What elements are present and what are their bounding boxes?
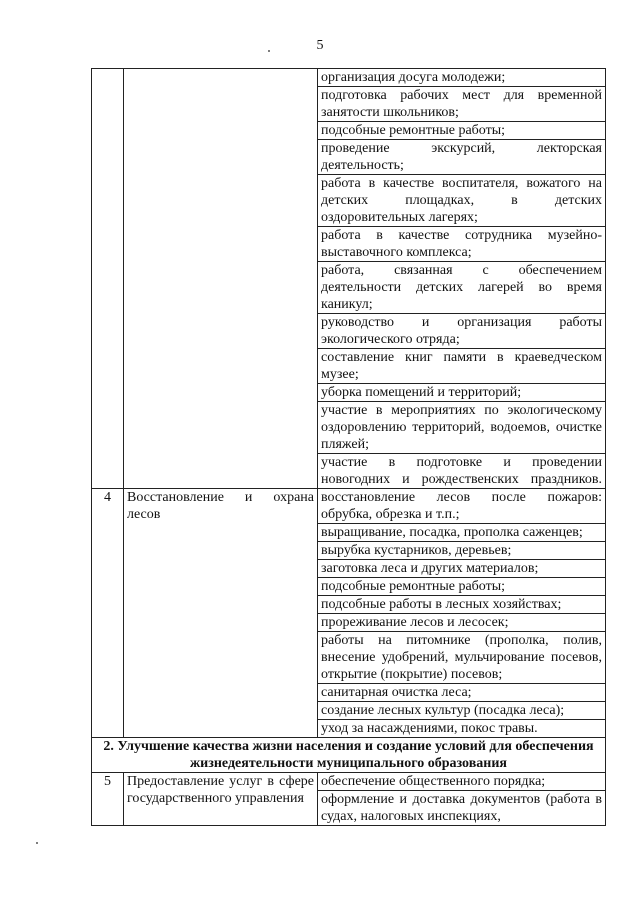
work-item: руководство и организация работы экологического отряда;: [318, 314, 606, 349]
work-item: подготовка рабочих мест для временной занятости школьников;: [318, 87, 606, 122]
work-item: проведение экскурсий, лекторская деятельность;: [318, 140, 606, 175]
work-item: уборка помещений и территорий;: [318, 384, 606, 402]
work-item: оформление и доставка документов (работа в судах, налоговых инспекциях,: [318, 791, 606, 826]
works-table-body: [92, 69, 606, 826]
work-item: работа в качестве воспитателя, вожатого на детских площадках, в детских оздоровительных лагерях;: [318, 175, 606, 227]
page-number: 5: [316, 38, 324, 53]
works-table: [91, 68, 606, 826]
work-item: подсобные ремонтные работы;: [318, 578, 606, 596]
work-item: работа, связанная с обеспечением деятельности детских лагерей во время каникул;: [318, 262, 606, 314]
work-item: выращивание, посадка, прополка саженцев;: [318, 524, 606, 542]
continuation-number-cell: [92, 69, 124, 489]
table-row: [92, 489, 606, 524]
work-item: подсобные ремонтные работы;: [318, 122, 606, 140]
work-item: работа в качестве сотрудника музейно-выставочного комплекса;: [318, 227, 606, 262]
work-item: организация досуга молодежи;: [318, 69, 606, 87]
section-header-row: [92, 738, 606, 773]
work-item: заготовка леса и других материалов;: [318, 560, 606, 578]
scan-speck: [268, 50, 270, 52]
row4-number-cell: 4: [92, 489, 124, 738]
table-row: [92, 69, 606, 87]
work-item: вырубка кустарников, деревьев;: [318, 542, 606, 560]
scan-speck: [36, 842, 38, 844]
work-item: обеспечение общественного порядка;: [318, 773, 606, 791]
work-item: составление книг памяти в краеведческом музее;: [318, 349, 606, 384]
work-item: участие в мероприятиях по экологическому оздоровлению территорий, водоемов, очистке пляжей;: [318, 402, 606, 454]
row4-area-cell: Восстановление и охрана лесов: [124, 489, 318, 738]
row5-number-cell: 5: [92, 773, 124, 826]
work-item: прореживание лесов и лесосек;: [318, 614, 606, 632]
work-item: уход за насаждениями, покос травы.: [318, 720, 606, 738]
work-item: подсобные работы в лесных хозяйствах;: [318, 596, 606, 614]
work-item: восстановление лесов после пожаров: обрубка, обрезка и т.п.;: [318, 489, 606, 524]
work-item: работы на питомнике (прополка, полив, внесение удобрений, мульчирование посевов, открытие (покрытие) посевов;: [318, 632, 606, 684]
continuation-area-cell: [124, 69, 318, 489]
section-2-title: 2. Улучшение качества жизни населения и создание условий для обеспечения жизнедеятельности муниципального образования: [92, 738, 606, 773]
table-row: [92, 773, 606, 791]
work-item: создание лесных культур (посадка леса);: [318, 702, 606, 720]
row5-area-cell: Предоставление услуг в сфере государственного управления: [124, 773, 318, 826]
work-item: участие в подготовке и проведении новогодних и рождественских праздников.: [318, 454, 606, 489]
work-item: санитарная очистка леса;: [318, 684, 606, 702]
